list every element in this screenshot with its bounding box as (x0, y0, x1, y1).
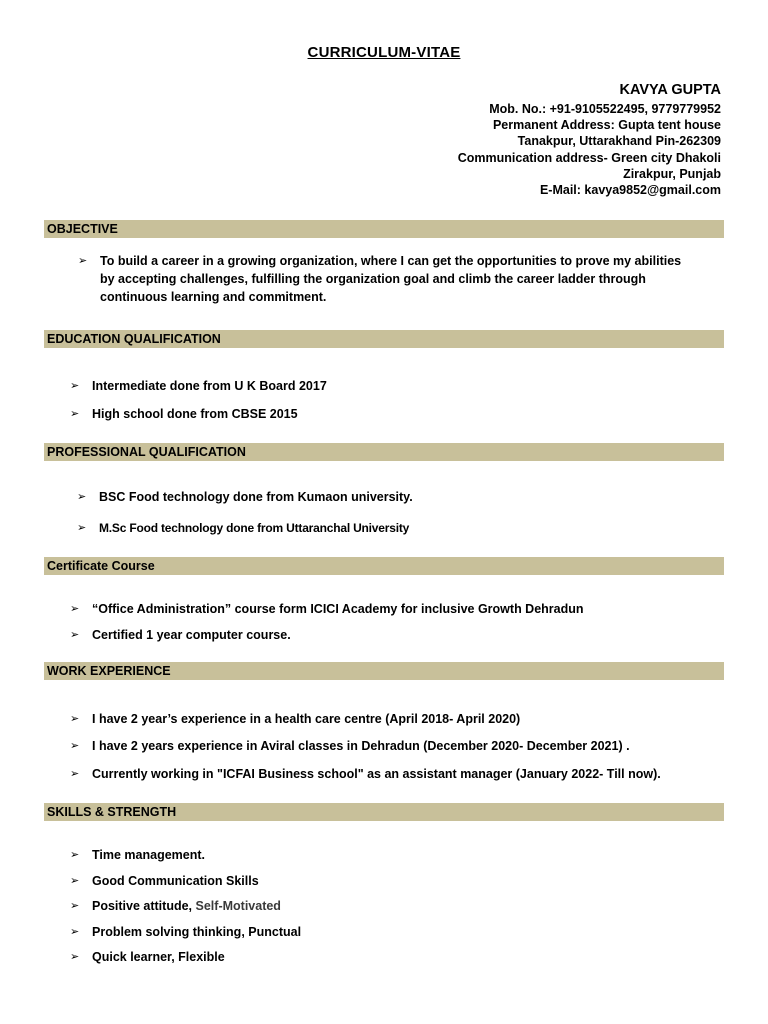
communication-address-line-2: Zirakpur, Punjab (623, 166, 721, 181)
list-item-text: Good Communication Skills (92, 874, 259, 888)
arrow-bullet-icon: ➢ (70, 768, 80, 780)
list-item (70, 923, 710, 941)
list-item (70, 897, 710, 915)
list-item-text: I have 2 year’s experience in a health care centre (April 2018- April 2020) (92, 712, 521, 726)
skill-text: Positive attitude, (92, 899, 193, 913)
list-item-text: BSC Food technology done from Kumaon university. (99, 490, 413, 504)
list-item (70, 600, 720, 618)
list-item (70, 872, 710, 890)
section-heading-certificate: Certificate Course (44, 557, 724, 575)
arrow-bullet-icon: ➢ (70, 629, 80, 641)
permanent-address-line-2: Tanakpur, Uttarakhand Pin-262309 (517, 134, 721, 149)
contact-block (458, 80, 721, 198)
arrow-bullet-icon: ➢ (70, 849, 80, 861)
list-item-text: Intermediate done from U K Board 2017 (92, 379, 327, 393)
arrow-bullet-icon: ➢ (70, 900, 80, 912)
list-item (70, 405, 710, 423)
document-title: CURRICULUM-VITAE (307, 44, 461, 61)
list-item (70, 377, 710, 395)
list-item (70, 626, 720, 644)
arrow-bullet-icon: ➢ (78, 255, 88, 267)
communication-address-line-1: Communication address- Green city Dhakoli (457, 150, 721, 165)
list-item (78, 252, 688, 306)
arrow-bullet-icon: ➢ (77, 522, 87, 534)
arrow-bullet-icon: ➢ (70, 380, 80, 392)
candidate-name: KAVYA GUPTA (619, 82, 721, 98)
list-item-text (92, 897, 710, 915)
list-item (70, 710, 720, 728)
arrow-bullet-icon: ➢ (70, 951, 80, 963)
list-item (70, 846, 710, 864)
permanent-address-line-1: Permanent Address: Gupta tent house (492, 118, 721, 133)
mobile-number: Mob. No.: +91-9105522495, 9779779952 (489, 102, 721, 116)
arrow-bullet-icon: ➢ (70, 408, 80, 420)
arrow-bullet-icon: ➢ (77, 491, 87, 503)
arrow-bullet-icon: ➢ (70, 926, 80, 938)
section-heading-objective: OBJECTIVE (44, 220, 724, 238)
list-item-text: Certified 1 year computer course. (92, 628, 291, 642)
email: E-Mail: kavya9852@gmail.com (539, 183, 721, 198)
section-heading-education: EDUCATION QUALIFICATION (44, 330, 724, 348)
arrow-bullet-icon: ➢ (70, 603, 80, 615)
list-item (77, 488, 717, 506)
arrow-bullet-icon: ➢ (70, 740, 80, 752)
list-item-text: M.Sc Food technology done from Uttaranchal University (99, 521, 410, 535)
list-item (70, 737, 720, 755)
section-heading-professional: PROFESSIONAL QUALIFICATION (44, 443, 724, 461)
arrow-bullet-icon: ➢ (70, 713, 80, 725)
list-item-text: High school done from CBSE 2015 (92, 407, 298, 421)
list-item (70, 948, 710, 966)
skill-text-suffix: Self-Motivated (195, 899, 281, 913)
list-item (70, 765, 730, 783)
list-item-text: Problem solving thinking, Punctual (92, 925, 302, 939)
list-item-text: “Office Administration” course form ICICI Academy for inclusive Growth Dehradun (92, 602, 584, 616)
section-heading-skills: SKILLS & STRENGTH (44, 803, 724, 821)
list-item-text: I have 2 years experience in Aviral classes in Dehradun (December 2020- December 2021) . (92, 739, 630, 753)
list-item-text: Currently working in "ICFAI Business school" as an assistant manager (January 2022- Till now). (92, 767, 661, 781)
list-item (77, 519, 717, 537)
list-item-text: Time management. (92, 848, 206, 862)
list-item-text: Quick learner, Flexible (92, 950, 225, 964)
section-heading-work: WORK EXPERIENCE (44, 662, 724, 680)
objective-text: To build a career in a growing organization, where I can get the opportunities to prove my abilities by accepting challenges, fulfilling the organization goal and climb the career ladder through continuous learning and commitment. (100, 254, 682, 304)
arrow-bullet-icon: ➢ (70, 875, 80, 887)
